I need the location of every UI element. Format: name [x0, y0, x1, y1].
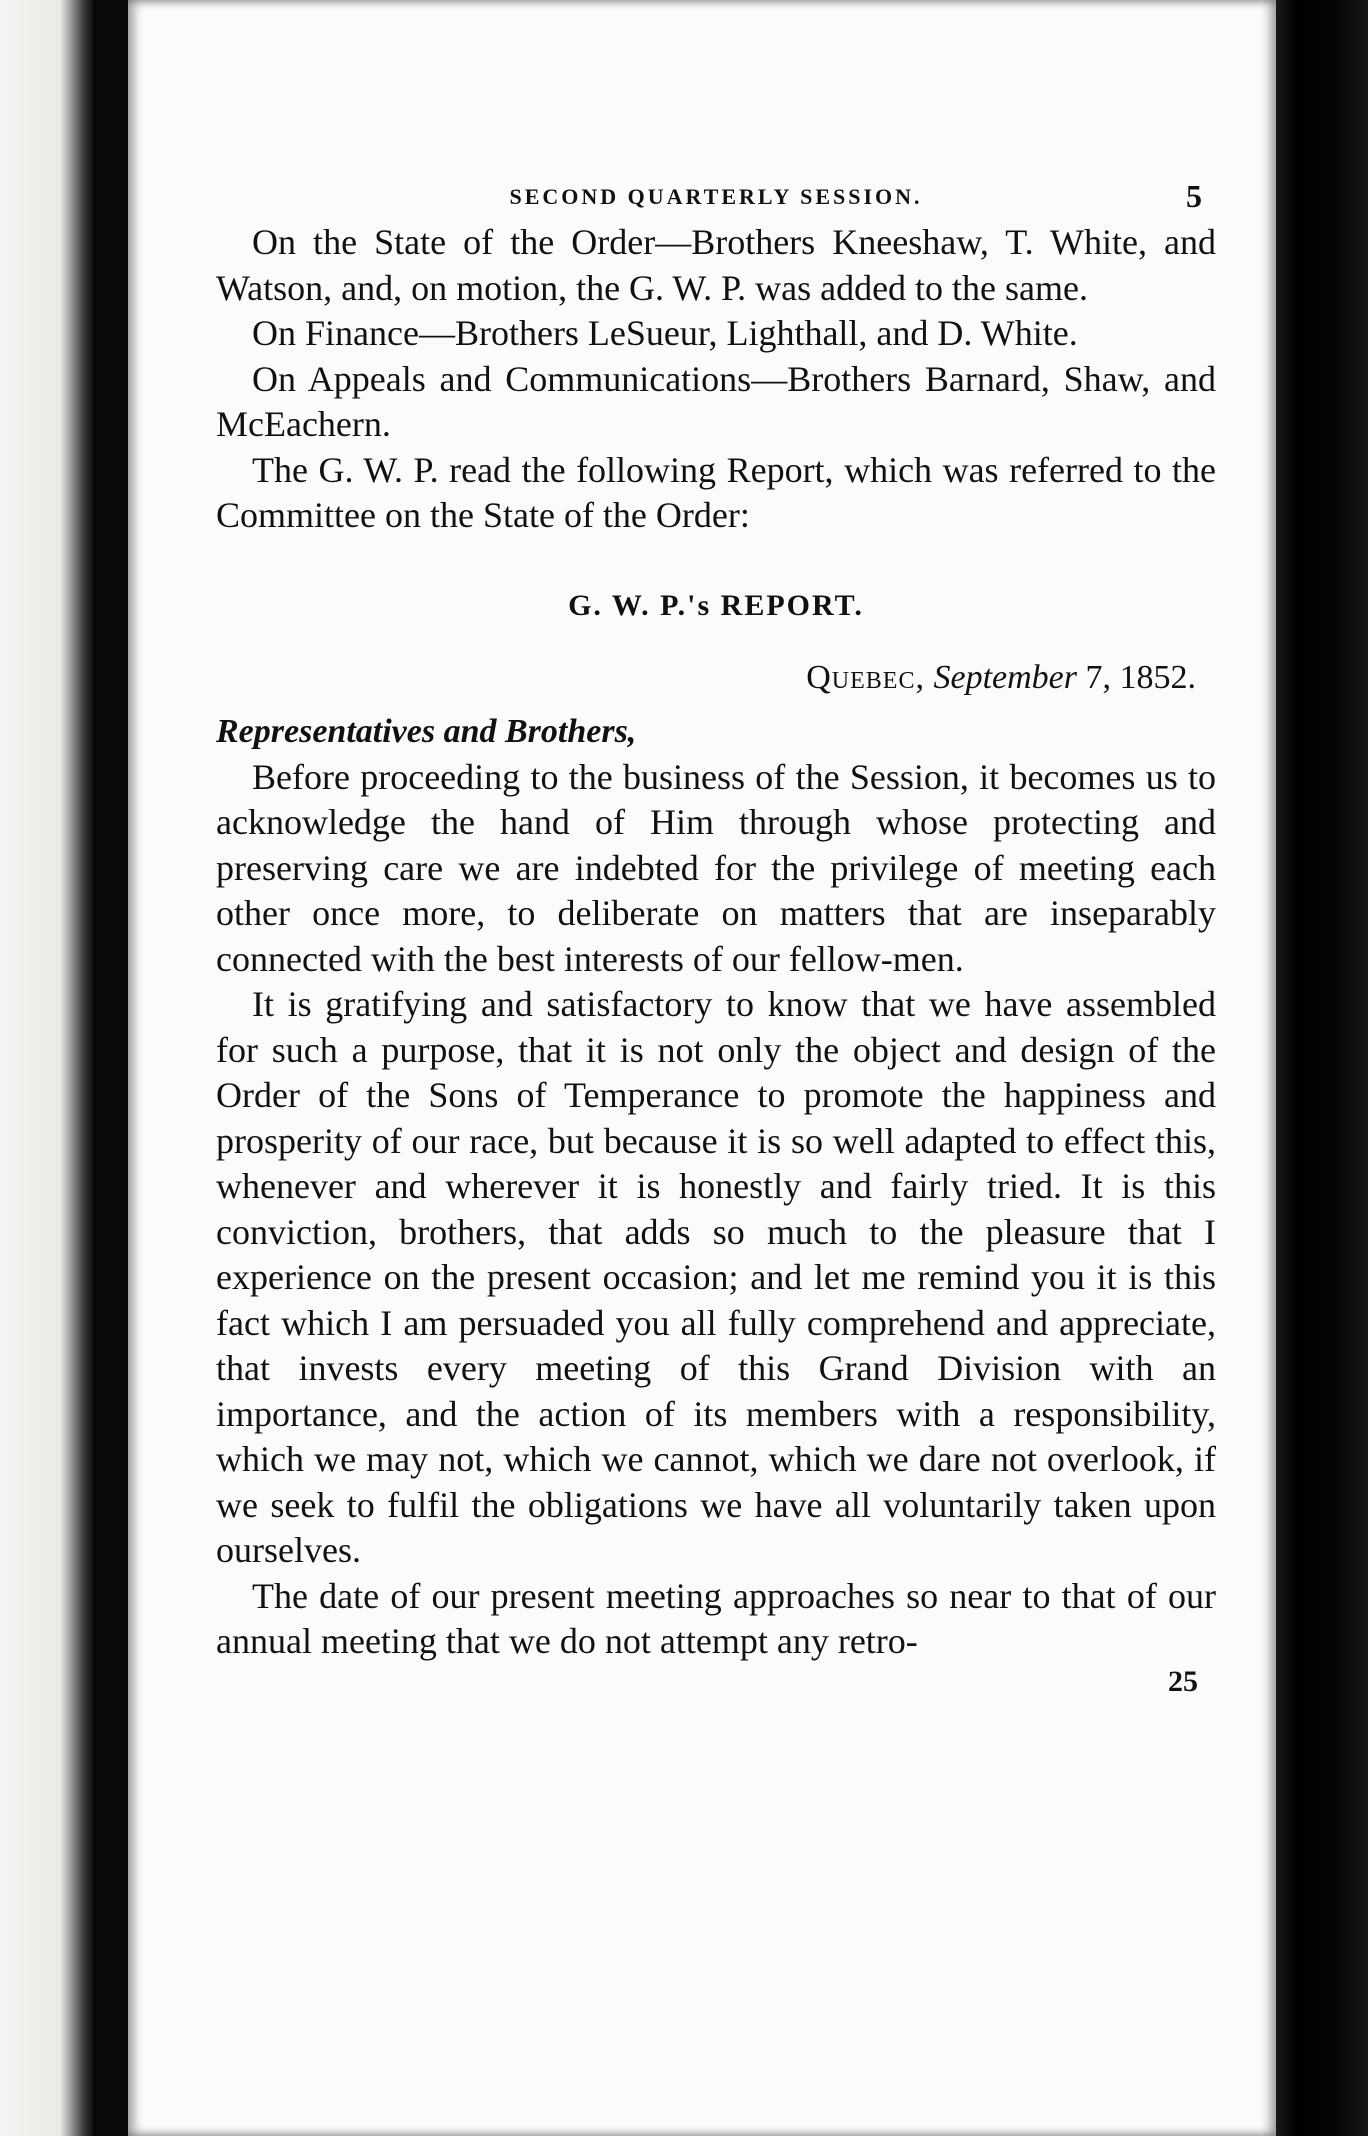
page-content — [216, 170, 1216, 1699]
dateline-month: September — [933, 658, 1077, 696]
report-title: G. W. P.'s REPORT. — [568, 588, 864, 622]
running-head — [216, 170, 1216, 220]
paragraph-committee-state-of-order: On the State of the Order—Brothers Kneeshaw, T. White, and Watson, and, on motion, the G. W. P. was added to the same. — [216, 222, 1216, 308]
previous-page-edge — [0, 0, 96, 2136]
dateline-place: Quebec, — [806, 658, 925, 696]
book-page — [128, 0, 1276, 2136]
paragraph-committee-appeals: On Appeals and Communications—Brothers Barnard, Shaw, and McEachern. — [216, 358, 1216, 444]
report-dateline — [216, 659, 1216, 697]
paragraph-body-2: It is gratifying and satisfactory to know that we have assembled for such a purpose, that it is not only the object and design of the Order of the Sons of Temperance to promote the happiness and prosperity of our race, but because it is so well adapted to effect this, whenever and wherever it is honestly and fairly tried. It is this conviction, brothers, that adds so much to the pleasure that I experience on the present occasion; and let me remind you it is this fact which I am persuaded you all fully comprehend and appreciate, that invests every meeting of this Grand Division with an importance, and the action of its members with a responsibility, which we may not, which we cannot, which we dare not overlook, if we seek to fulfil the obligations we have all voluntarily taken upon ourselves. — [216, 984, 1216, 1570]
report-salutation: Representatives and Brothers, — [216, 712, 637, 750]
book-binding-edge — [1276, 0, 1368, 2136]
paragraph-body-3: The date of our present meeting approaches so near to that of our annual meeting that we do not attempt any retro- — [216, 1575, 1216, 1661]
paragraph-body-1: Before proceeding to the business of the Session, it becomes us to acknowledge the hand of Him through whose protecting and preserving care we are indebted for the privilege of meeting each other once more, to deliberate on matters that are inseparably connected with the best interests of our fellow-men. — [216, 756, 1216, 979]
printer-signature-mark: 25 — [1168, 1664, 1198, 1698]
page-number: 5 — [1186, 178, 1202, 214]
dateline-day-year: 7, 1852. — [1085, 658, 1196, 696]
running-head-title: SECOND QUARTERLY SESSION. — [509, 184, 923, 209]
paragraph-committee-finance: On Finance—Brothers LeSueur, Lighthall, and D. White. — [252, 313, 1078, 353]
paragraph-report-read: The G. W. P. read the following Report, which was referred to the Committee on the State of the Order: — [216, 449, 1216, 535]
